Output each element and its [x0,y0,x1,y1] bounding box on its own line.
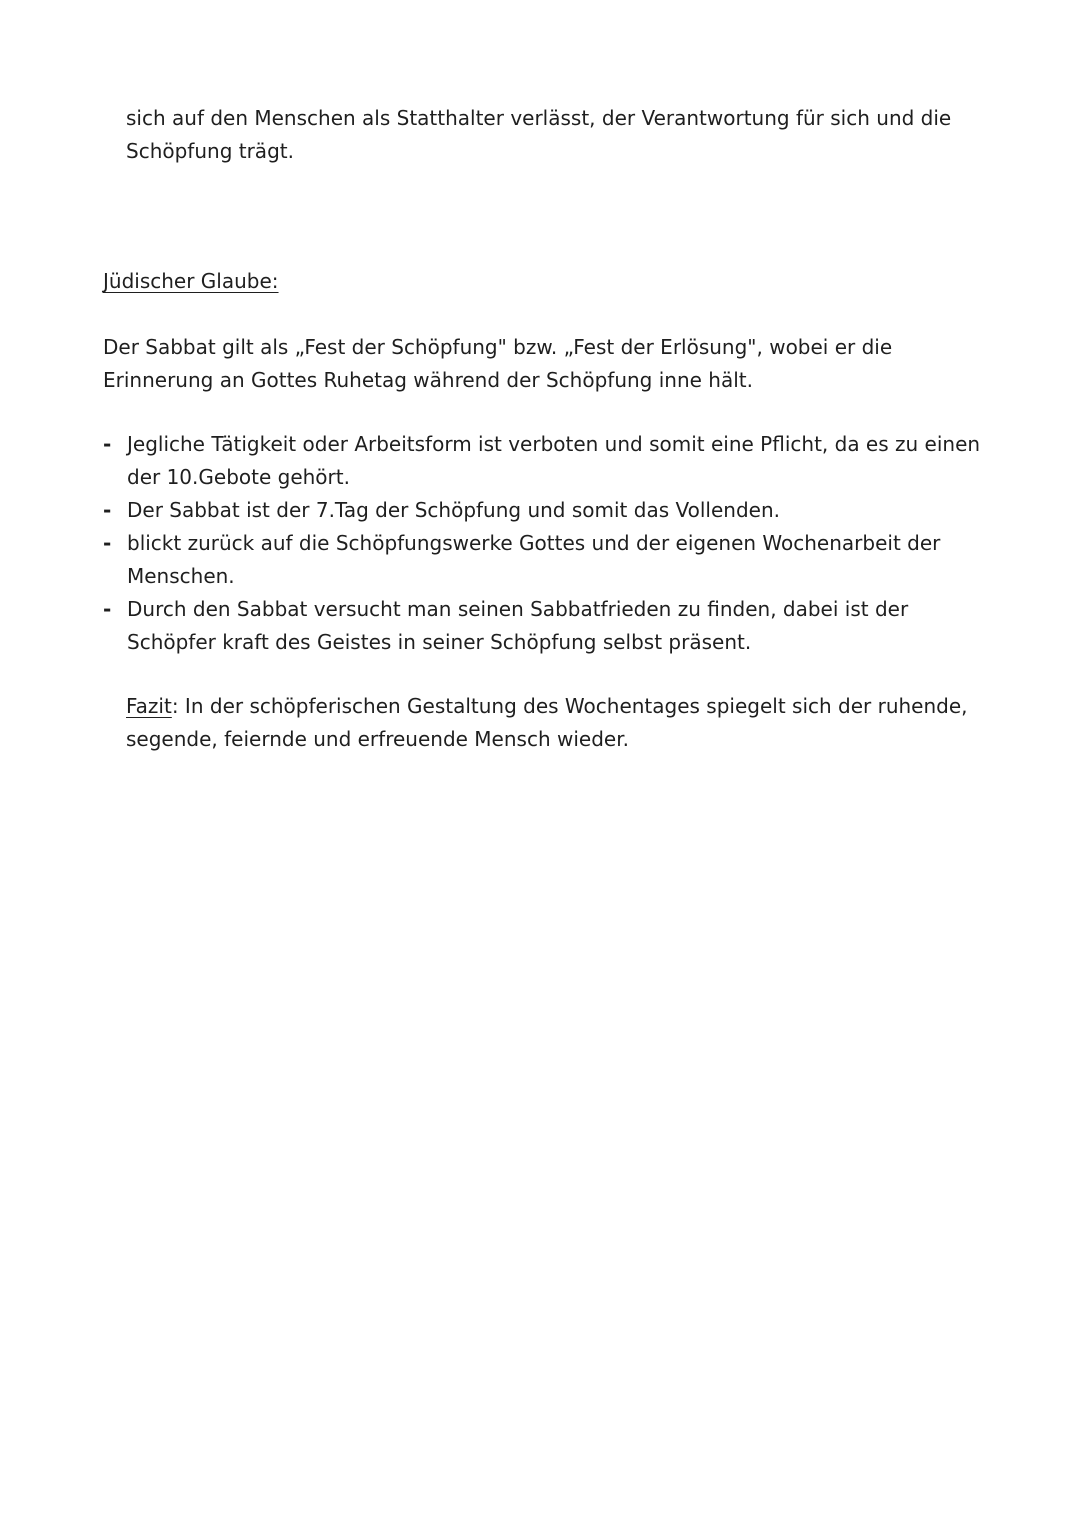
fazit-line-1 [126,690,968,723]
bullet-line: Der Sabbat ist der 7.Tag der Schöpfung und somit das Vollenden. [127,498,780,522]
fazit-label: Fazit [126,694,172,718]
bullet-dash: - [103,531,112,555]
bullet-list [103,428,1003,659]
bullet-line: der 10.Gebote gehört. [127,465,350,489]
section-heading: Jüdischer Glaube: [103,269,279,293]
bullet-line: blickt zurück auf die Schöpfungswerke Gottes und der eigenen Wochenarbeit der [127,531,941,555]
continuation-line-2: Schöpfung trägt. [126,139,294,163]
continuation-paragraph [126,102,951,168]
bullet-dash: - [103,597,112,621]
list-item [103,428,1003,494]
bullet-dash: - [103,498,112,522]
bullet-line: Durch den Sabbat versucht man seinen Sabbatfrieden zu finden, dabei ist der [127,597,909,621]
intro-line-1: Der Sabbat gilt als „Fest der Schöpfung" bzw. „Fest der Erlösung", wobei er die [103,335,893,359]
bullet-line: Schöpfer kraft des Geistes in seiner Schöpfung selbst präsent. [127,630,752,654]
list-item [103,527,1003,593]
fazit-text-1: In der schöpferischen Gestaltung des Wochentages spiegelt sich der ruhende, [178,694,968,718]
list-item [103,593,1003,659]
fazit-paragraph [126,690,968,756]
list-item [103,494,1003,527]
continuation-line-1: sich auf den Menschen als Statthalter verlässt, der Verantwortung für sich und die [126,106,952,130]
intro-line-2: Erinnerung an Gottes Ruhetag während der Schöpfung inne hält. [103,368,753,392]
fazit-separator: : [171,694,179,718]
bullet-dash: - [103,432,112,456]
fazit-line-2: segende, feiernde und erfreuende Mensch wieder. [126,727,629,751]
bullet-line: Jegliche Tätigkeit oder Arbeitsform ist verboten und somit eine Pflicht, da es zu einen [127,432,981,456]
bullet-line: Menschen. [127,564,235,588]
intro-paragraph [103,331,892,397]
